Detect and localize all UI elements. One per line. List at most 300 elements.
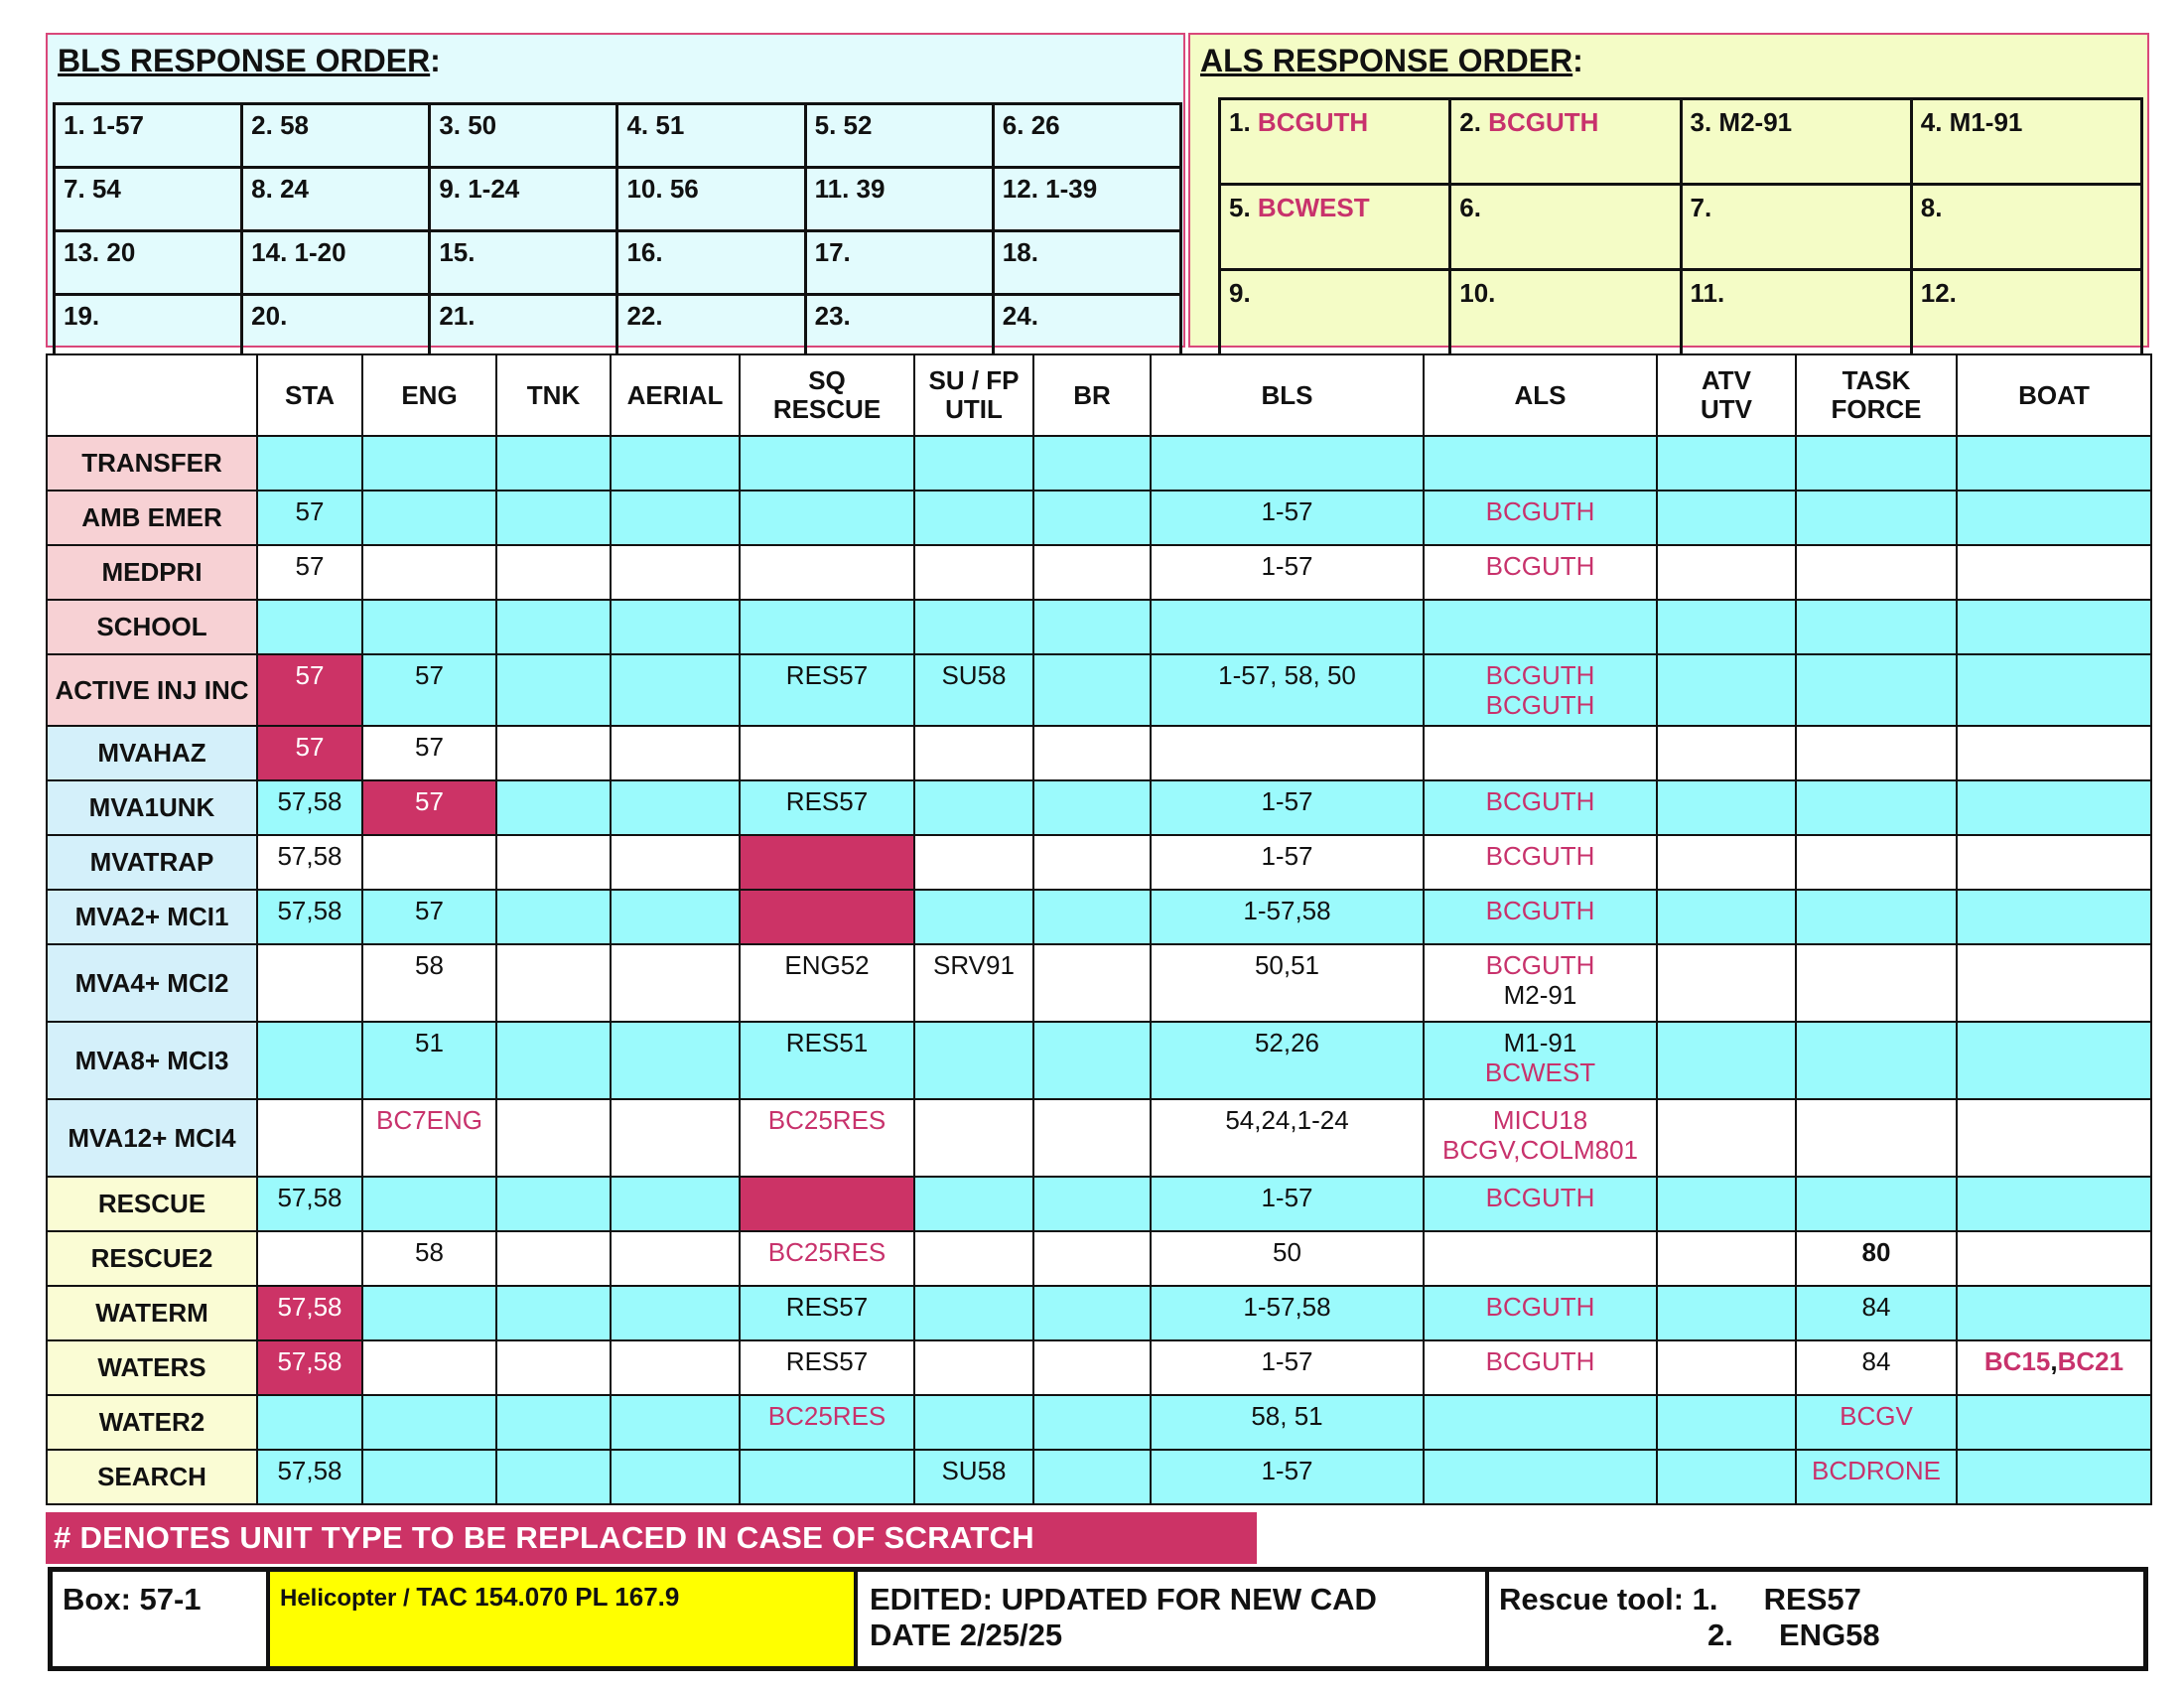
unit-cell <box>1657 545 1796 600</box>
bls-order-item: 5. 52 <box>805 104 993 168</box>
unit-cell <box>496 944 611 1022</box>
unit-value: 57 <box>415 732 444 762</box>
unit-cell <box>740 1177 914 1231</box>
unit-cell <box>914 654 1033 726</box>
unit-cell <box>257 835 362 890</box>
column-header: BOAT <box>1957 354 2151 436</box>
unit-cell <box>1033 654 1151 726</box>
unit-value: 1-57 <box>1261 841 1313 871</box>
unit-cell <box>611 545 740 600</box>
unit-value: BCGUTH <box>1485 551 1595 581</box>
unit-cell <box>1151 654 1424 726</box>
unit-cell <box>1657 835 1796 890</box>
unit-value: BCDRONE <box>1811 1456 1941 1485</box>
unit-cell <box>1796 600 1957 654</box>
unit-cell <box>1033 835 1151 890</box>
column-header: TASK FORCE <box>1796 354 1957 436</box>
unit-cell <box>914 1022 1033 1099</box>
incident-row <box>47 436 2151 491</box>
unit-value: 58, 51 <box>1251 1401 1323 1431</box>
als-order-item <box>1220 99 1450 185</box>
unit-cell <box>496 1450 611 1504</box>
unit-cell <box>611 654 740 726</box>
unit-cell <box>1033 1177 1151 1231</box>
incident-row <box>47 726 2151 780</box>
unit-value: 1-57 <box>1261 1346 1313 1376</box>
incident-row <box>47 1099 2151 1177</box>
unit-cell <box>740 780 914 835</box>
column-header: ALS <box>1424 354 1657 436</box>
unit-cell <box>1657 726 1796 780</box>
unit-value: 84 <box>1861 1292 1891 1322</box>
unit-value: MICU18 <box>1492 1105 1588 1135</box>
unit-cell <box>1796 1450 1957 1504</box>
als-order-number: 2. <box>1459 107 1489 137</box>
incident-type-label: MVA2+ MCI1 <box>47 890 257 944</box>
helicopter-info: Helicopter / TAC 154.070 PL 167.9 <box>270 1572 858 1666</box>
unit-cell <box>1424 1231 1657 1286</box>
unit-value: BCGUTH <box>1485 660 1595 690</box>
unit-cell <box>1957 1099 2151 1177</box>
unit-cell <box>257 1450 362 1504</box>
unit-cell <box>496 1022 611 1099</box>
unit-cell <box>1657 1177 1796 1231</box>
bls-order-item: 1. 1-57 <box>55 104 242 168</box>
unit-cell <box>1424 780 1657 835</box>
unit-value: 1-57,58 <box>1243 1292 1331 1322</box>
bls-order-row <box>55 104 1181 168</box>
unit-value: BC25RES <box>767 1105 887 1135</box>
bls-order-item: 13. 20 <box>55 231 242 295</box>
footer-box <box>48 1567 2148 1671</box>
unit-cell <box>914 1450 1033 1504</box>
unit-cell <box>914 1099 1033 1177</box>
unit-value: 54,24,1-24 <box>1225 1105 1349 1135</box>
scratch-note-banner: # DENOTES UNIT TYPE TO BE REPLACED IN CASE OF SCRATCH <box>46 1512 1257 1564</box>
unit-cell <box>1957 600 2151 654</box>
unit-cell <box>257 600 362 654</box>
unit-cell <box>1957 1395 2151 1450</box>
unit-value: BCGUTH <box>1485 1183 1595 1212</box>
unit-cell <box>496 654 611 726</box>
als-order-row <box>1220 185 2142 270</box>
unit-cell <box>1424 491 1657 545</box>
unit-cell <box>914 1340 1033 1395</box>
unit-cell <box>362 1450 496 1504</box>
bls-order-item: 14. 1-20 <box>242 231 430 295</box>
incident-type-label: RESCUE2 <box>47 1231 257 1286</box>
unit-cell <box>1957 890 2151 944</box>
unit-cell <box>1796 726 1957 780</box>
incident-type-label: ACTIVE INJ INC <box>47 654 257 726</box>
unit-value: 57 <box>295 732 325 762</box>
unit-value: BC7ENG <box>376 1105 482 1135</box>
als-order-item <box>1681 185 1911 270</box>
unit-cell <box>611 1099 740 1177</box>
incident-type-label: MVA12+ MCI4 <box>47 1099 257 1177</box>
als-order-table <box>1218 97 2143 356</box>
unit-cell <box>611 1395 740 1450</box>
unit-cell <box>1957 1231 2151 1286</box>
unit-value: 1-57 <box>1261 786 1313 816</box>
unit-cell <box>1424 890 1657 944</box>
column-header: ENG <box>362 354 496 436</box>
unit-cell <box>1033 1099 1151 1177</box>
unit-cell <box>611 835 740 890</box>
als-order-item <box>1681 270 1911 355</box>
unit-cell <box>362 1286 496 1340</box>
als-order-number: 8. <box>1920 193 1943 222</box>
unit-cell <box>1657 491 1796 545</box>
unit-value: BCWEST <box>1484 1057 1596 1087</box>
unit-cell <box>611 436 740 491</box>
unit-cell <box>496 835 611 890</box>
unit-cell <box>362 1340 496 1395</box>
unit-value: 1-57,58 <box>1243 896 1331 925</box>
edit-date: DATE 2/25/25 <box>870 1618 1063 1652</box>
als-order-number: 6. <box>1459 193 1481 222</box>
unit-cell <box>1657 1231 1796 1286</box>
unit-cell <box>914 944 1033 1022</box>
bls-order-item: 23. <box>805 295 993 358</box>
unit-value: SU58 <box>941 660 1007 690</box>
unit-cell <box>1657 1395 1796 1450</box>
unit-cell <box>362 944 496 1022</box>
bls-order-item: 9. 1-24 <box>430 168 617 231</box>
bls-order-item: 8. 24 <box>242 168 430 231</box>
unit-cell <box>1796 545 1957 600</box>
unit-cell <box>611 1022 740 1099</box>
unit-value: 57 <box>415 786 444 816</box>
bls-order-row <box>55 295 1181 358</box>
unit-cell <box>1796 1395 1957 1450</box>
unit-cell <box>362 1395 496 1450</box>
unit-cell <box>257 491 362 545</box>
unit-cell <box>1657 600 1796 654</box>
incident-type-label: MVA4+ MCI2 <box>47 944 257 1022</box>
unit-cell <box>1151 600 1424 654</box>
bls-order-item: 2. 58 <box>242 104 430 168</box>
incident-row <box>47 780 2151 835</box>
incident-row <box>47 1022 2151 1099</box>
als-order-row <box>1220 99 2142 185</box>
unit-cell <box>362 600 496 654</box>
unit-cell <box>362 491 496 545</box>
unit-cell <box>1424 600 1657 654</box>
unit-cell <box>1424 1286 1657 1340</box>
unit-cell <box>1151 1340 1424 1395</box>
unit-cell <box>1957 780 2151 835</box>
unit-value: BCGUTH <box>1485 690 1595 720</box>
unit-value: 51 <box>415 1028 444 1057</box>
unit-value: RES57 <box>785 1346 869 1376</box>
unit-cell <box>1424 1340 1657 1395</box>
unit-cell <box>1033 1395 1151 1450</box>
unit-cell <box>1151 1099 1424 1177</box>
unit-cell <box>1151 890 1424 944</box>
incident-row <box>47 890 2151 944</box>
als-order-item <box>1220 270 1450 355</box>
unit-cell <box>257 436 362 491</box>
unit-value: 50,51 <box>1254 950 1320 980</box>
unit-cell <box>1424 1022 1657 1099</box>
unit-cell <box>362 545 496 600</box>
unit-cell <box>914 600 1033 654</box>
als-order-item <box>1450 270 1681 355</box>
incident-type-label: TRANSFER <box>47 436 257 491</box>
unit-cell <box>1033 545 1151 600</box>
unit-cell <box>740 491 914 545</box>
unit-cell <box>257 1231 362 1286</box>
unit-cell <box>257 1022 362 1099</box>
unit-value: 1-57 <box>1261 1456 1313 1485</box>
incident-type-label: MVA8+ MCI3 <box>47 1022 257 1099</box>
unit-cell <box>362 1099 496 1177</box>
incident-type-label: MVATRAP <box>47 835 257 890</box>
unit-cell <box>1657 890 1796 944</box>
unit-cell <box>1033 1286 1151 1340</box>
unit-cell <box>1151 1177 1424 1231</box>
unit-value: 57,58 <box>277 1292 342 1322</box>
unit-cell <box>914 780 1033 835</box>
unit-cell <box>257 1177 362 1231</box>
unit-cell <box>362 654 496 726</box>
unit-value: RES57 <box>785 1292 869 1322</box>
unit-cell <box>257 545 362 600</box>
incident-row <box>47 1231 2151 1286</box>
als-order-item <box>1681 99 1911 185</box>
unit-cell <box>496 436 611 491</box>
incident-type-label: SEARCH <box>47 1450 257 1504</box>
unit-cell <box>496 1177 611 1231</box>
unit-cell <box>257 654 362 726</box>
incident-type-label: SCHOOL <box>47 600 257 654</box>
unit-cell <box>1796 654 1957 726</box>
unit-cell <box>914 1395 1033 1450</box>
unit-value: BCGUTH <box>1485 841 1595 871</box>
response-matrix <box>46 353 2152 1505</box>
unit-value: 57,58 <box>277 1183 342 1212</box>
incident-row <box>47 654 2151 726</box>
unit-cell <box>914 491 1033 545</box>
unit-cell <box>1033 1450 1151 1504</box>
unit-cell <box>496 1395 611 1450</box>
unit-cell <box>1151 726 1424 780</box>
bls-order-row <box>55 168 1181 231</box>
unit-cell <box>1151 835 1424 890</box>
unit-cell <box>1957 491 2151 545</box>
unit-cell <box>611 944 740 1022</box>
unit-cell <box>740 600 914 654</box>
als-order-item <box>1450 99 1681 185</box>
incident-type-label: WATERM <box>47 1286 257 1340</box>
unit-cell <box>1033 726 1151 780</box>
unit-cell <box>1957 944 2151 1022</box>
unit-value: 57,58 <box>277 841 342 871</box>
unit-value: 1-57 <box>1261 1183 1313 1212</box>
unit-value: 58 <box>415 950 444 980</box>
incident-type-label: WATERS <box>47 1340 257 1395</box>
incident-row <box>47 1395 2151 1450</box>
bls-order-item: 3. 50 <box>430 104 617 168</box>
unit-value: ENG52 <box>784 950 870 980</box>
unit-cell <box>1151 1395 1424 1450</box>
als-order-number: 1. <box>1229 107 1258 137</box>
unit-cell <box>1957 835 2151 890</box>
unit-cell <box>1796 944 1957 1022</box>
unit-cell <box>1957 726 2151 780</box>
unit-cell <box>1424 654 1657 726</box>
unit-cell <box>1957 1177 2151 1231</box>
unit-value: BC25RES <box>767 1401 887 1431</box>
unit-cell <box>1151 1231 1424 1286</box>
unit-cell <box>1151 944 1424 1022</box>
unit-value: RES51 <box>785 1028 869 1057</box>
unit-cell <box>257 1099 362 1177</box>
unit-cell <box>1957 545 2151 600</box>
unit-cell <box>1796 1099 1957 1177</box>
unit-cell <box>1151 1450 1424 1504</box>
als-order-unit: BCGUTH <box>1257 107 1369 137</box>
unit-value: 84 <box>1861 1346 1891 1376</box>
unit-cell <box>1796 1286 1957 1340</box>
als-order-item <box>1911 99 2141 185</box>
als-panel-title: ALS RESPONSE ORDER <box>1200 43 1573 78</box>
bls-order-table <box>53 102 1182 359</box>
unit-cell <box>611 1286 740 1340</box>
unit-cell <box>257 1395 362 1450</box>
unit-cell <box>1796 1231 1957 1286</box>
unit-value: 57,58 <box>277 1456 342 1485</box>
unit-value: 57 <box>295 496 325 526</box>
header-corner <box>47 354 257 436</box>
unit-cell <box>1033 944 1151 1022</box>
unit-cell <box>1151 436 1424 491</box>
unit-cell <box>1424 835 1657 890</box>
unit-cell <box>1796 1022 1957 1099</box>
als-response-order-panel: ALS RESPONSE ORDER: 1. BCGUTH 2. BCGUTH 3. M2-91 4. M1-91 5. BCWEST 6. 7. 8. 9. 10. 11. 12. <box>1188 33 2149 348</box>
unit-cell <box>740 654 914 726</box>
unit-cell <box>1796 890 1957 944</box>
unit-cell <box>496 1340 611 1395</box>
bls-order-item: 17. <box>805 231 993 295</box>
unit-cell <box>1796 835 1957 890</box>
column-header: TNK <box>496 354 611 436</box>
unit-cell <box>1424 436 1657 491</box>
unit-cell <box>1796 780 1957 835</box>
unit-cell <box>914 1231 1033 1286</box>
unit-cell <box>740 890 914 944</box>
unit-cell <box>496 1099 611 1177</box>
unit-cell <box>1957 436 2151 491</box>
unit-cell <box>611 890 740 944</box>
unit-cell <box>257 944 362 1022</box>
als-order-unit: M2-91 <box>1718 107 1793 137</box>
unit-cell <box>1151 545 1424 600</box>
bls-order-item: 12. 1-39 <box>993 168 1180 231</box>
column-header: BR <box>1033 354 1151 436</box>
unit-cell <box>257 1286 362 1340</box>
unit-cell <box>740 1395 914 1450</box>
unit-cell <box>1151 780 1424 835</box>
unit-cell <box>914 545 1033 600</box>
unit-cell <box>1033 436 1151 491</box>
unit-cell <box>740 436 914 491</box>
unit-cell <box>1796 491 1957 545</box>
unit-cell <box>1424 944 1657 1022</box>
als-order-unit: BCGUTH <box>1488 107 1599 137</box>
unit-cell <box>496 780 611 835</box>
unit-cell <box>362 1022 496 1099</box>
unit-cell <box>914 1286 1033 1340</box>
unit-cell <box>1033 890 1151 944</box>
unit-cell <box>1957 654 2151 726</box>
unit-cell <box>611 1231 740 1286</box>
bls-order-item: 20. <box>242 295 430 358</box>
unit-cell <box>740 1340 914 1395</box>
unit-cell <box>257 780 362 835</box>
unit-value: 52,26 <box>1254 1028 1320 1057</box>
incident-row <box>47 545 2151 600</box>
unit-value: 57 <box>415 896 444 925</box>
unit-cell <box>1424 1177 1657 1231</box>
unit-cell <box>1424 1450 1657 1504</box>
unit-value: BCGUTH <box>1485 786 1595 816</box>
unit-cell <box>362 780 496 835</box>
unit-cell <box>1424 726 1657 780</box>
column-header: SQ RESCUE <box>740 354 914 436</box>
unit-cell <box>496 890 611 944</box>
unit-cell <box>1657 1450 1796 1504</box>
unit-cell <box>914 436 1033 491</box>
unit-value: BCGUTH <box>1485 1346 1595 1376</box>
als-order-number: 9. <box>1229 278 1251 308</box>
unit-cell <box>1657 1099 1796 1177</box>
unit-cell <box>1033 1022 1151 1099</box>
unit-cell <box>611 780 740 835</box>
unit-value: 57 <box>415 660 444 690</box>
unit-cell <box>740 1231 914 1286</box>
column-header: AERIAL <box>611 354 740 436</box>
unit-cell <box>914 1177 1033 1231</box>
rescue-tool-2: ENG58 <box>1779 1618 1880 1652</box>
unit-cell <box>1033 1340 1151 1395</box>
bls-panel-title: BLS RESPONSE ORDER <box>58 43 431 78</box>
als-order-number: 7. <box>1690 193 1712 222</box>
bls-order-item: 6. 26 <box>993 104 1180 168</box>
bls-order-item: 4. 51 <box>617 104 805 168</box>
unit-value: BCGUTH <box>1485 1292 1595 1322</box>
rescue-tool-1: RES57 <box>1763 1582 1861 1617</box>
als-order-item <box>1911 270 2141 355</box>
unit-cell <box>1033 600 1151 654</box>
incident-row <box>47 1450 2151 1504</box>
incident-row <box>47 600 2151 654</box>
incident-type-label: MEDPRI <box>47 545 257 600</box>
rescue-tool-label: Rescue tool: <box>1499 1582 1685 1617</box>
incident-type-label: WATER2 <box>47 1395 257 1450</box>
unit-cell <box>1151 491 1424 545</box>
unit-value: , <box>2050 1346 2058 1376</box>
unit-value: 50 <box>1273 1237 1301 1267</box>
unit-value: SRV91 <box>933 950 1015 980</box>
unit-cell <box>740 1286 914 1340</box>
unit-value: M2-91 <box>1503 980 1577 1010</box>
unit-value: 1-57, 58, 50 <box>1218 660 1356 690</box>
unit-cell <box>1424 1099 1657 1177</box>
unit-cell <box>362 835 496 890</box>
als-order-unit: BCWEST <box>1257 193 1370 222</box>
